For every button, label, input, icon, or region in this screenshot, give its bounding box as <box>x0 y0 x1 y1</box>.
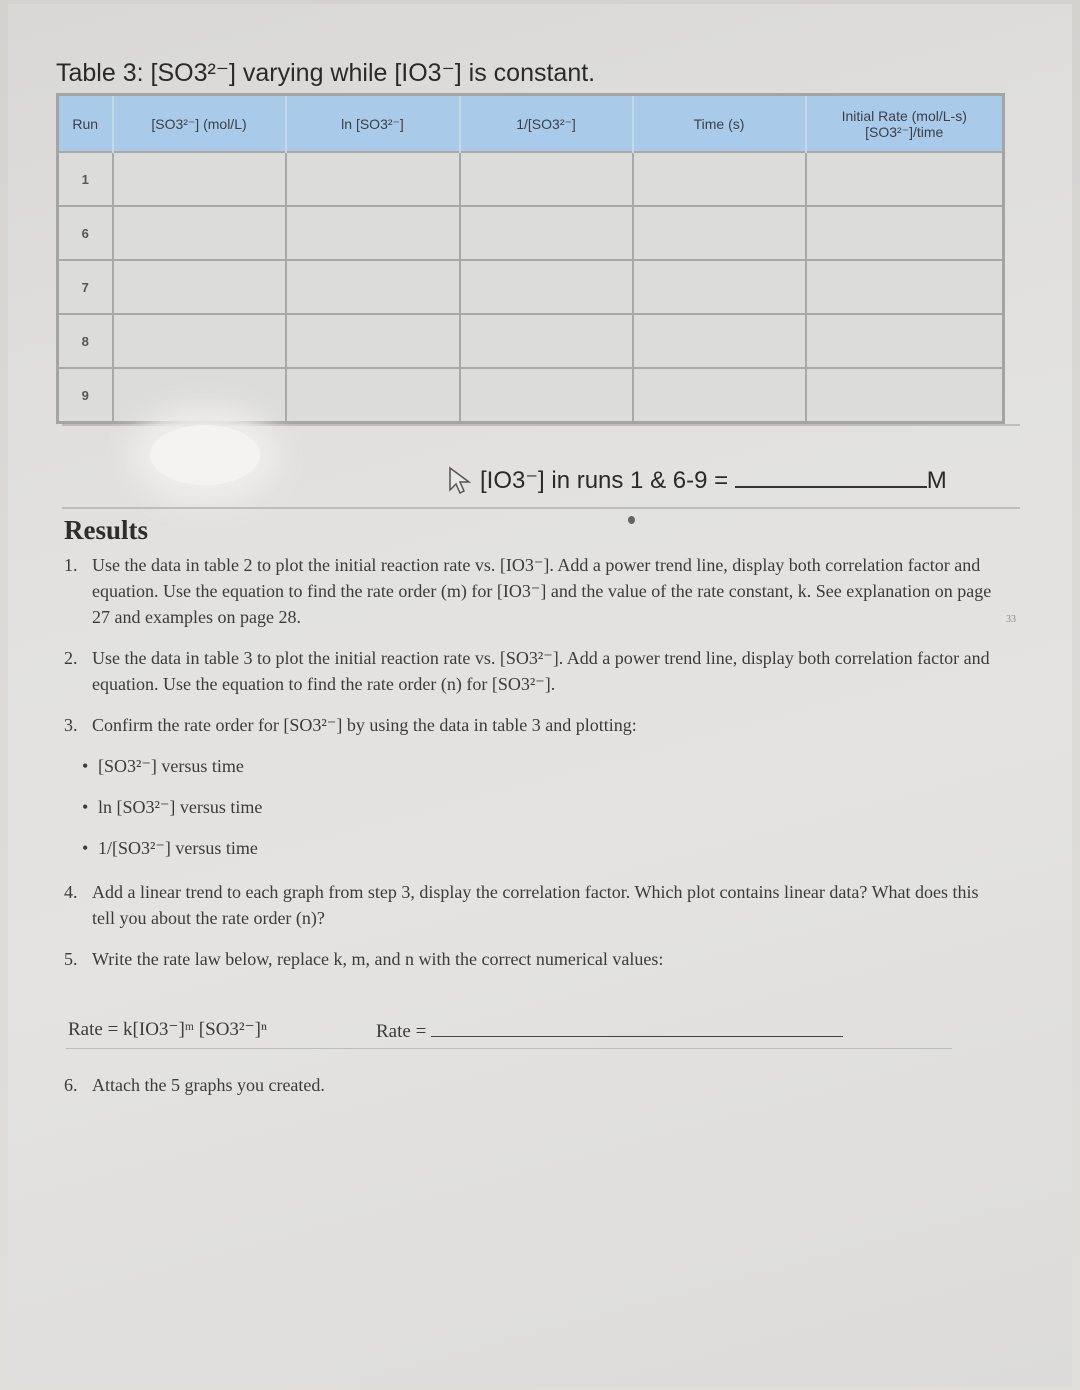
table-cell-inverse[interactable] <box>460 314 633 368</box>
table-row <box>58 152 1004 206</box>
light-glare <box>150 425 260 485</box>
table-row <box>58 206 1004 260</box>
bullet-dot: • <box>82 838 89 858</box>
run-number: 1 <box>58 152 113 206</box>
results-item-5 <box>64 946 992 972</box>
item-number: 6. <box>64 1075 78 1095</box>
item-text: Use the data in table 2 to plot the initial reaction rate vs. [IO3⁻]. Add a power trend line, display both correlation factor and equation. Use the equation to find the rate order (m) for [IO3⁻] and the value of the rate constant, k. See explanation on page 27 and examples on page 28. <box>92 555 992 627</box>
results-item-2 <box>64 645 992 697</box>
header-initial-rate-line2: [SO3²⁻]/time <box>865 123 944 140</box>
results-item-6 <box>64 1072 992 1098</box>
results-item-1 <box>64 552 1002 630</box>
table-cell-rate[interactable] <box>806 314 1004 368</box>
item-text: Add a linear trend to each graph from step 3, display the correlation factor. Which plot contains linear data? What does this tell you about the rate order (n)? <box>92 882 979 928</box>
table-cell-inverse[interactable] <box>460 260 633 314</box>
results-heading: Results <box>64 515 149 545</box>
item-number: 5. <box>64 949 78 969</box>
io3-constant-line <box>480 466 947 495</box>
table-cell-concentration[interactable] <box>113 314 286 368</box>
table-cell-inverse[interactable] <box>460 206 633 260</box>
table-cell-rate[interactable] <box>806 206 1004 260</box>
rate-label: Rate = <box>376 1021 427 1042</box>
item-number: 2. <box>64 648 78 668</box>
header-time: Time (s) <box>633 95 806 153</box>
run-number: 7 <box>58 260 113 314</box>
io3-unit: M <box>926 467 947 494</box>
item-number: 4. <box>64 882 78 902</box>
results-item-3 <box>64 712 992 738</box>
table-cell-concentration[interactable] <box>113 368 286 423</box>
table-cell-ln[interactable] <box>286 368 460 423</box>
table-cell-ln[interactable] <box>286 206 460 260</box>
item-text: Use the data in table 3 to plot the initial reaction rate vs. [SO3²⁻]. Add a power trend line, display both correlation factor and equation. Use the equation to find the rate order (n) for [SO3²⁻]. <box>92 648 990 694</box>
bullet-dot: • <box>82 797 89 817</box>
run-number: 9 <box>58 368 113 423</box>
io3-label: [IO3⁻] in runs 1 & 6-9 = <box>480 467 729 494</box>
table-cell-ln[interactable] <box>286 152 460 206</box>
table-cell-time[interactable] <box>633 260 806 314</box>
table-row <box>58 260 1004 314</box>
page-number: 33 <box>1006 614 1016 625</box>
item-text: Write the rate law below, replace k, m, and n with the correct numerical values: <box>92 949 664 969</box>
ink-dot <box>628 516 635 524</box>
bullet-text: 1/[SO3²⁻] versus time <box>98 838 258 858</box>
table-row <box>58 368 1004 423</box>
section-divider <box>66 1048 952 1049</box>
mouse-cursor-icon <box>448 466 474 496</box>
item-number: 3. <box>64 715 78 735</box>
table-cell-rate[interactable] <box>806 368 1004 423</box>
item-number: 1. <box>64 555 78 575</box>
header-inverse-concentration: 1/[SO3²⁻] <box>460 95 633 153</box>
table-title: Table 3: [SO3²⁻] varying while [IO3⁻] is constant. <box>56 59 596 87</box>
table-cell-time[interactable] <box>633 152 806 206</box>
section-divider <box>62 507 1020 509</box>
item-text: Attach the 5 graphs you created. <box>92 1075 325 1095</box>
io3-answer-blank[interactable] <box>735 466 927 488</box>
table-row <box>58 314 1004 368</box>
bullet-text: ln [SO3²⁻] versus time <box>98 797 263 817</box>
header-initial-rate-line1: Initial Rate (mol/L-s) <box>841 107 967 124</box>
header-run: Run <box>58 95 113 153</box>
table-cell-inverse[interactable] <box>460 152 633 206</box>
table-cell-ln[interactable] <box>286 260 460 314</box>
header-initial-rate <box>806 95 1004 153</box>
item-text: Confirm the rate order for [SO3²⁻] by using the data in table 3 and plotting: <box>92 715 637 735</box>
table-cell-time[interactable] <box>633 206 806 260</box>
table-cell-inverse[interactable] <box>460 368 633 423</box>
bullet-text: [SO3²⁻] versus time <box>98 756 244 776</box>
table-header-row <box>58 95 1004 153</box>
header-concentration: [SO3²⁻] (mol/L) <box>113 95 286 153</box>
rate-law-answer <box>376 1018 843 1043</box>
table-cell-concentration[interactable] <box>113 152 286 206</box>
run-number: 6 <box>58 206 113 260</box>
table-cell-ln[interactable] <box>286 314 460 368</box>
data-table <box>56 93 1005 424</box>
table-cell-time[interactable] <box>633 368 806 423</box>
table-cell-time[interactable] <box>633 314 806 368</box>
run-number: 8 <box>58 314 113 368</box>
table-cell-concentration[interactable] <box>113 206 286 260</box>
table-cell-rate[interactable] <box>806 152 1004 206</box>
bullet-dot: • <box>82 756 89 776</box>
results-item-4 <box>64 879 992 931</box>
table-cell-concentration[interactable] <box>113 260 286 314</box>
rate-law-expression: Rate = k[IO3⁻]ᵐ [SO3²⁻]ⁿ <box>68 1019 267 1040</box>
table-cell-rate[interactable] <box>806 260 1004 314</box>
rate-law-answer-blank[interactable] <box>431 1018 843 1037</box>
header-ln-concentration: ln [SO3²⁻] <box>286 95 460 153</box>
